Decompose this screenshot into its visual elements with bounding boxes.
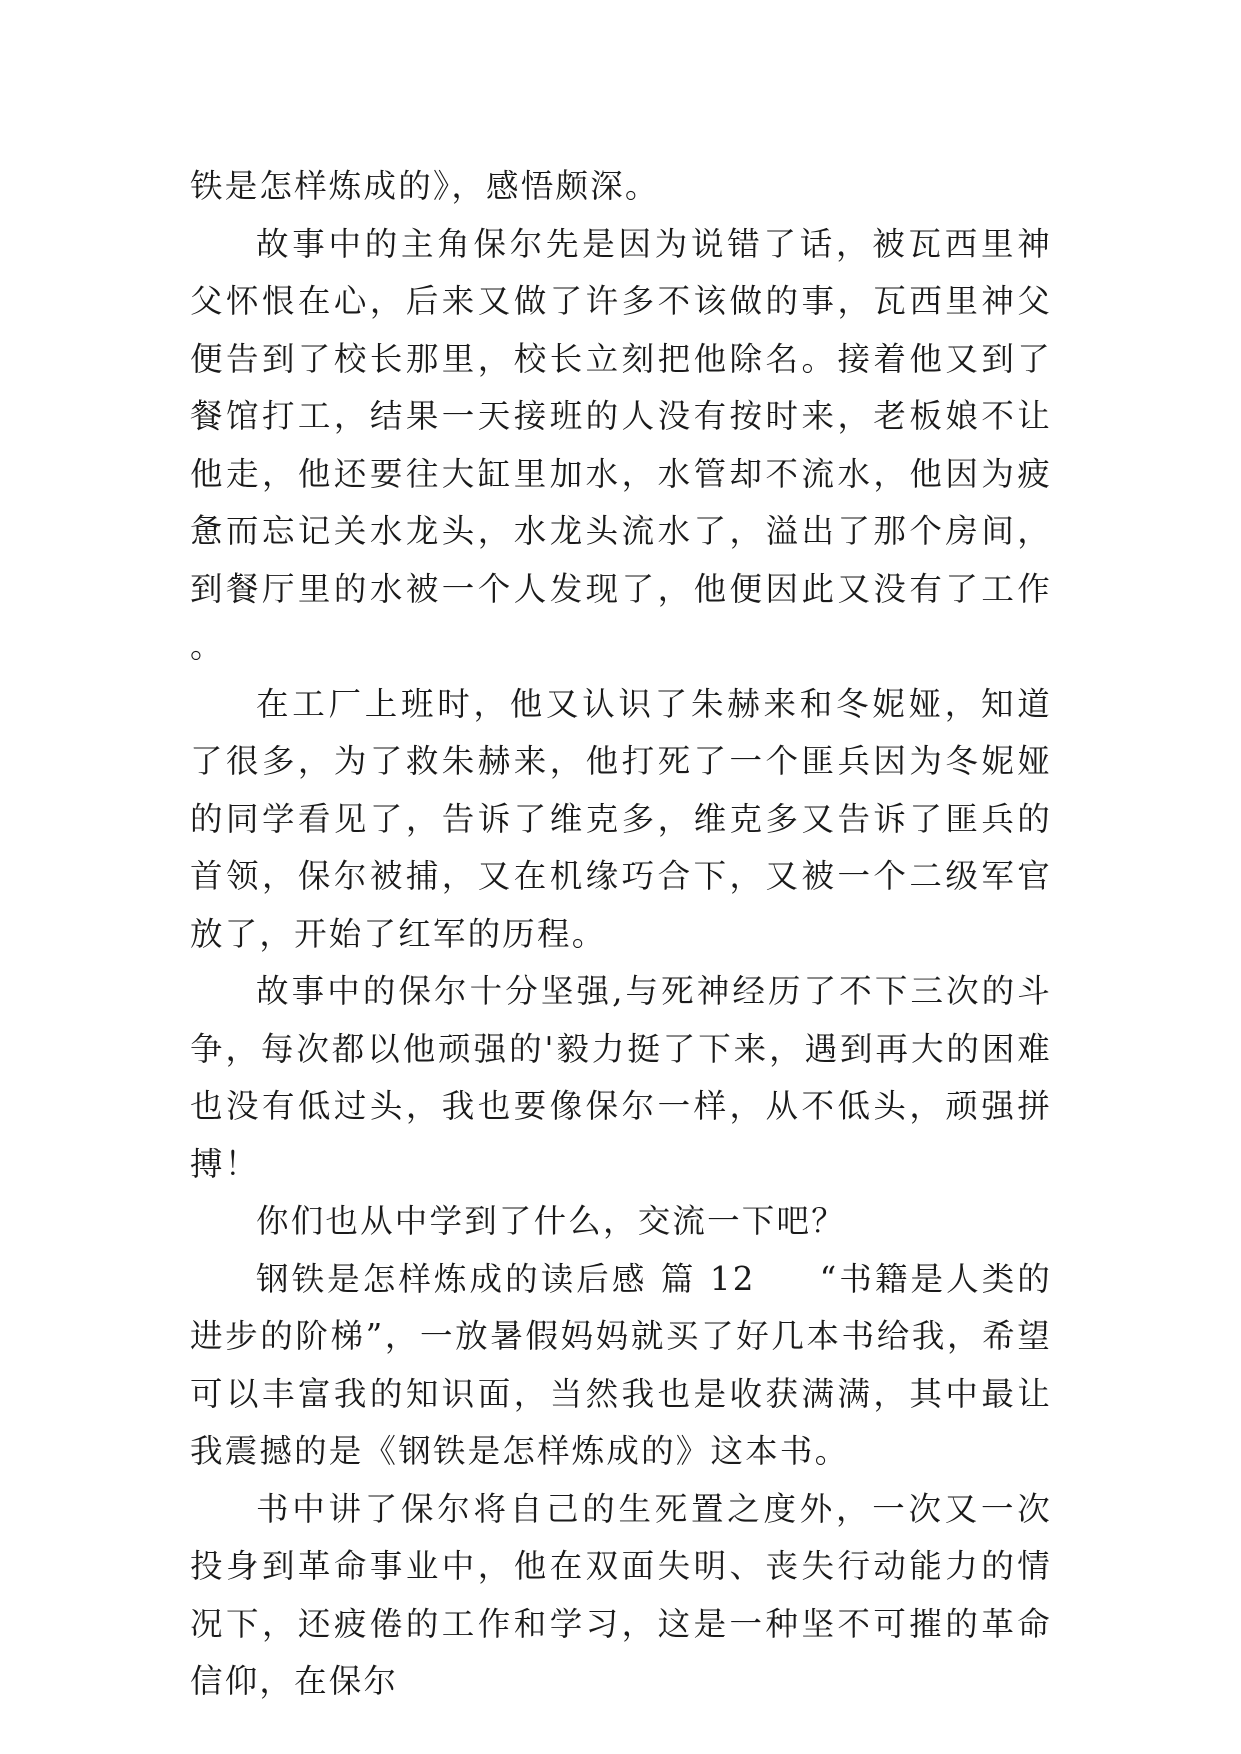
paragraph-4: 故事中的保尔十分坚强,与死神经历了不下三次的斗争，每次都以他顽强的'毅力挺了下来，遇到再大的困难也没有低过头，我也要像保尔一样，从不低头，顽强拼搏！ — [190, 972, 1052, 1183]
paragraph-5: 你们也从中学到了什么，交流一下吧？ — [256, 1202, 846, 1240]
document-body — [190, 158, 1052, 1711]
paragraph-last: 书中讲了保尔将自己的生死置之度外，一次又一次投身到革命事业中，他在双面失明、丧失行动能力的情况下，还疲倦的工作和学习，这是一种坚不可摧的革命信仰，在保尔 — [190, 1489, 1052, 1700]
paragraph-3: 在工厂上班时，他又认识了朱赫来和冬妮娅，知道了很多，为了救朱赫来，他打死了一个匪兵因为冬妮娅的同学看见了，告诉了维克多，维克多又告诉了匪兵的首领，保尔被捕，又在机缘巧合下，又被一个二级军官放了，开始了红军的历程。 — [190, 684, 1052, 953]
section-heading: 钢铁是怎样炼成的读后感 篇 12 — [256, 1259, 756, 1298]
paragraph-1: 铁是怎样炼成的》，感悟颇深。 — [190, 167, 660, 205]
section-paragraph — [190, 1251, 1052, 1481]
section-first-text: “书籍是人类的进步的阶梯”，一放暑假妈妈就买了好几本书给我，希望可以丰富我的知识面，当然我也是收获满满，其中最让我震撼的是《钢铁是怎样炼成的》这本书。 — [190, 1259, 1053, 1470]
paragraph-2: 故事中的主角保尔先是因为说错了话，被瓦西里神父怀恨在心，后来又做了许多不该做的事，瓦西里神父便告到了校长那里，校长立刻把他除名。接着他又到了餐馆打工，结果一天接班的人没有按时来，老板娘不让他走，他还要往大缸里加水，水管却不流水，他因为疲惫而忘记关水龙头，水龙头流水了，溢出了那个房间，到餐厅里的水被一个人发现了，他便因此又没有了工作。 — [190, 224, 1052, 665]
